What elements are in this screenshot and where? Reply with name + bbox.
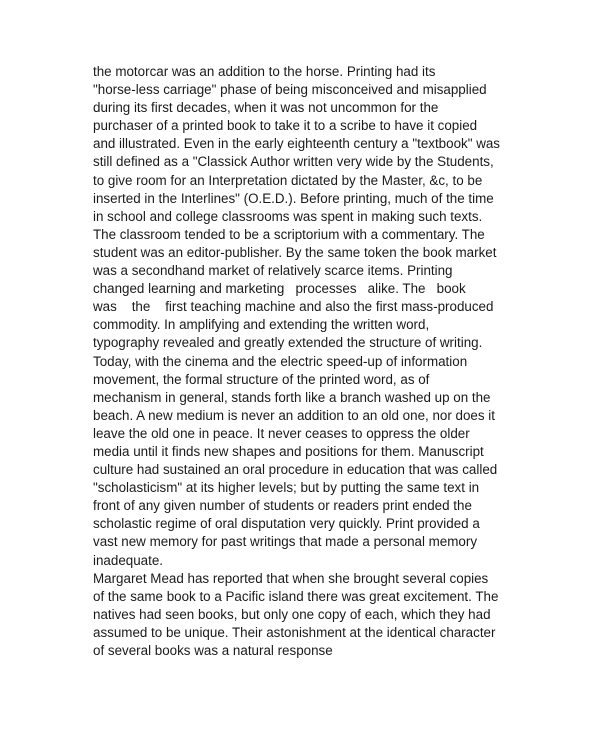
body-text [93,63,523,660]
text-line: still defined as a "Classick Author written very wide by the Students, [93,154,494,170]
text-line: to give room for an Interpretation dictated by the Master, &c, to be [93,172,483,188]
text-line: typography revealed and greatly extended the structure of writing. [93,335,483,351]
text-line: natives had seen books, but only one copy of each, which they had [93,606,491,622]
text-line: during its first decades, when it was not uncommon for the [93,100,439,116]
text-line: Today, with the cinema and the electric speed-up of information [93,353,468,369]
text-line: the motorcar was an addition to the horse. Printing had its [93,64,436,79]
text-line: was the first teaching machine and also the first mass-produced [93,299,494,315]
text-line: student was an editor-publisher. By the same token the book market [93,244,497,260]
text-line: mechanism in general, stands forth like a branch washed up on the [93,389,491,405]
text-line: inadequate. [93,552,163,568]
text-line: of several books was a natural response [93,643,333,658]
text-line: movement, the formal structure of the printed word, as of [93,371,430,387]
text-line: beach. A new medium is never an addition to an old one, nor does it [93,407,495,423]
text-line: front of any given number of students or readers print ended the [93,498,472,514]
text-line: purchaser of a printed book to take it to a scribe to have it copied [93,118,478,134]
text-line: in school and college classrooms was spent in making such texts. [93,208,483,224]
text-line: of the same book to a Pacific island there was great excitement. The [93,588,499,604]
text-line: media until it finds new shapes and positions for them. Manuscript [93,443,484,459]
text-line: scholastic regime of oral disputation very quickly. Print provided a [93,516,480,532]
text-line: vast new memory for past writings that made a personal memory [93,534,478,550]
text-line: culture had sustained an oral procedure in education that was called [93,462,498,478]
text-line: and illustrated. Even in the early eighteenth century a "textbook" was [93,136,501,152]
text-line: commodity. In amplifying and extending the written word, [93,317,430,333]
text-line: inserted in the Interlines" (O.E.D.). Before printing, much of the time [93,190,494,206]
text-line: leave the old one in peace. It never ceases to oppress the older [93,425,470,441]
text-line: "scholasticism" at its higher levels; but by putting the same text in [93,480,480,496]
text-line: assumed to be unique. Their astonishment at the identical character [93,624,496,640]
text-line: Margaret Mead has reported that when she brought several copies [93,570,489,586]
text-line: changed learning and marketing processes alike. The book [93,281,466,297]
text-line: "horse-less carriage" phase of being misconceived and misapplied [93,82,487,98]
text-line: The classroom tended to be a scriptorium with a commentary. The [93,226,485,242]
text-line: was a secondhand market of relatively scarce items. Printing [93,263,453,279]
